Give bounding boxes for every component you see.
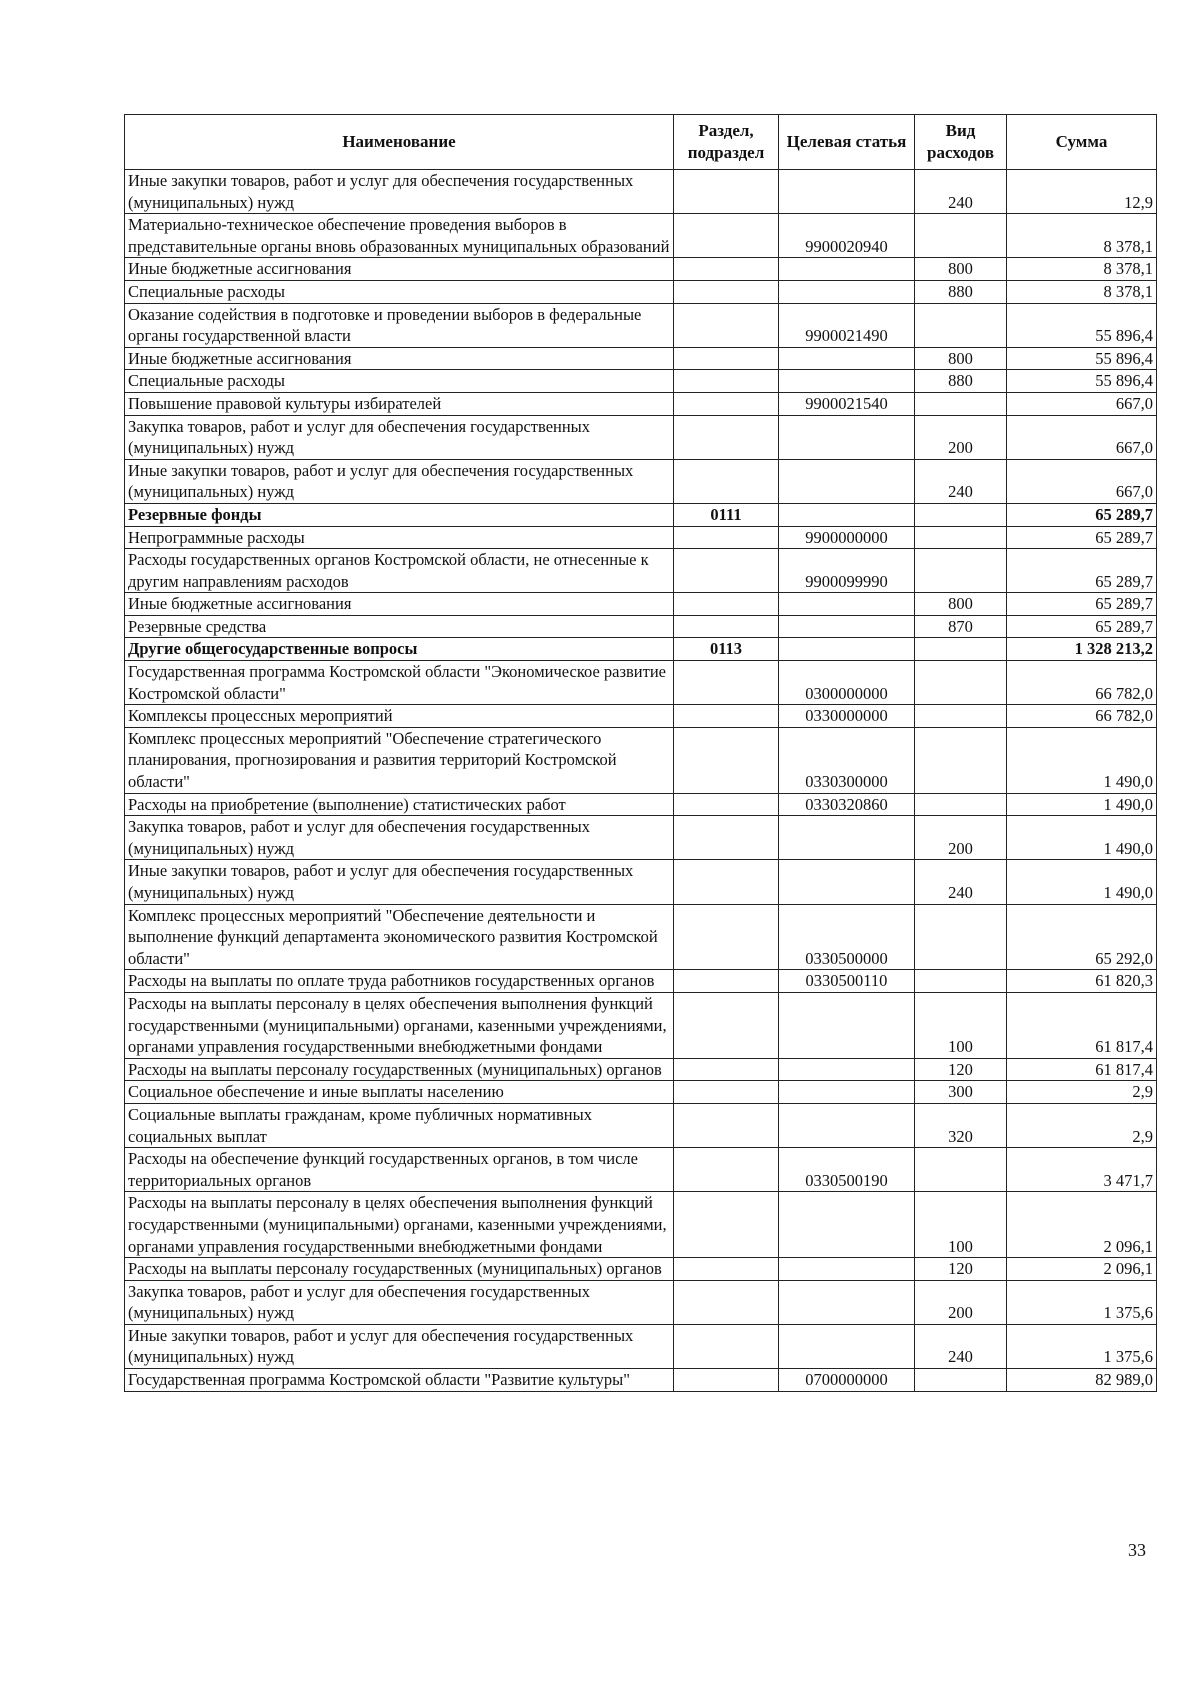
cell-name: Иные бюджетные ассигнования bbox=[125, 347, 674, 370]
cell-name: Социальные выплаты гражданам, кроме публичных нормативных социальных выплат bbox=[125, 1103, 674, 1147]
cell-name: Расходы на выплаты персоналу в целях обеспечения выполнения функций государственными (муниципальными) органами, казенными учреждениями, органами управления государственными внебюджетными фондами bbox=[125, 1192, 674, 1258]
cell-sum: 55 896,4 bbox=[1007, 370, 1157, 393]
table-row bbox=[125, 904, 1157, 970]
cell-name: Другие общегосударственные вопросы bbox=[125, 638, 674, 661]
table-header-row bbox=[125, 115, 1157, 170]
cell-sum: 1 490,0 bbox=[1007, 793, 1157, 816]
cell-target bbox=[779, 415, 915, 459]
table-row bbox=[125, 370, 1157, 393]
cell-target: 9900021540 bbox=[779, 392, 915, 415]
cell-kind bbox=[915, 392, 1007, 415]
cell-target bbox=[779, 1058, 915, 1081]
cell-section: 0113 bbox=[674, 638, 779, 661]
header-name: Наименование bbox=[125, 115, 674, 170]
table-row bbox=[125, 1280, 1157, 1324]
cell-name: Иные закупки товаров, работ и услуг для обеспечения государственных (муниципальных) нужд bbox=[125, 170, 674, 214]
cell-section bbox=[674, 1058, 779, 1081]
cell-kind: 120 bbox=[915, 1258, 1007, 1281]
cell-section bbox=[674, 280, 779, 303]
cell-target bbox=[779, 615, 915, 638]
cell-target: 9900021490 bbox=[779, 303, 915, 347]
cell-sum: 2 096,1 bbox=[1007, 1192, 1157, 1258]
header-kind: Вид расходов bbox=[915, 115, 1007, 170]
table-row bbox=[125, 727, 1157, 793]
cell-target bbox=[779, 347, 915, 370]
cell-target bbox=[779, 860, 915, 904]
table-row bbox=[125, 170, 1157, 214]
cell-kind: 200 bbox=[915, 816, 1007, 860]
cell-section bbox=[674, 593, 779, 616]
table-row bbox=[125, 1324, 1157, 1368]
cell-target bbox=[779, 593, 915, 616]
cell-section bbox=[674, 705, 779, 728]
cell-sum: 65 289,7 bbox=[1007, 503, 1157, 526]
cell-sum: 667,0 bbox=[1007, 459, 1157, 503]
cell-kind: 880 bbox=[915, 370, 1007, 393]
cell-kind: 240 bbox=[915, 170, 1007, 214]
cell-section bbox=[674, 860, 779, 904]
cell-kind bbox=[915, 793, 1007, 816]
table-row bbox=[125, 214, 1157, 258]
cell-name: Иные бюджетные ассигнования bbox=[125, 593, 674, 616]
table-row bbox=[125, 593, 1157, 616]
cell-kind: 100 bbox=[915, 1192, 1007, 1258]
cell-sum: 65 289,7 bbox=[1007, 615, 1157, 638]
cell-name: Резервные фонды bbox=[125, 503, 674, 526]
cell-name: Оказание содействия в подготовке и проведении выборов в федеральные органы государственной власти bbox=[125, 303, 674, 347]
cell-sum: 8 378,1 bbox=[1007, 214, 1157, 258]
cell-target bbox=[779, 370, 915, 393]
cell-sum: 1 490,0 bbox=[1007, 860, 1157, 904]
table-row bbox=[125, 526, 1157, 549]
cell-section bbox=[674, 415, 779, 459]
cell-name: Закупка товаров, работ и услуг для обеспечения государственных (муниципальных) нужд bbox=[125, 415, 674, 459]
cell-kind: 240 bbox=[915, 459, 1007, 503]
cell-name: Комплекс процессных мероприятий "Обеспечение стратегического планирования, прогнозирования и развития территорий Костромской области" bbox=[125, 727, 674, 793]
cell-name: Государственная программа Костромской области "Развитие культуры" bbox=[125, 1369, 674, 1392]
cell-section bbox=[674, 1324, 779, 1368]
cell-name: Закупка товаров, работ и услуг для обеспечения государственных (муниципальных) нужд bbox=[125, 816, 674, 860]
cell-kind bbox=[915, 705, 1007, 728]
cell-name: Комплекс процессных мероприятий "Обеспечение деятельности и выполнение функций департамента экономического развития Костромской области" bbox=[125, 904, 674, 970]
cell-kind bbox=[915, 526, 1007, 549]
cell-kind: 320 bbox=[915, 1103, 1007, 1147]
cell-target: 0300000000 bbox=[779, 661, 915, 705]
cell-section bbox=[674, 347, 779, 370]
cell-target: 0330000000 bbox=[779, 705, 915, 728]
cell-name: Расходы на выплаты персоналу государственных (муниципальных) органов bbox=[125, 1258, 674, 1281]
cell-kind bbox=[915, 303, 1007, 347]
table-row bbox=[125, 303, 1157, 347]
cell-kind bbox=[915, 638, 1007, 661]
cell-kind bbox=[915, 661, 1007, 705]
cell-section bbox=[674, 1369, 779, 1392]
cell-kind: 800 bbox=[915, 593, 1007, 616]
cell-kind: 300 bbox=[915, 1081, 1007, 1104]
cell-sum: 3 471,7 bbox=[1007, 1148, 1157, 1192]
cell-target bbox=[779, 1280, 915, 1324]
cell-kind: 240 bbox=[915, 860, 1007, 904]
header-target: Целевая статья bbox=[779, 115, 915, 170]
cell-section bbox=[674, 549, 779, 593]
cell-target: 9900099990 bbox=[779, 549, 915, 593]
cell-sum: 61 817,4 bbox=[1007, 992, 1157, 1058]
cell-target bbox=[779, 280, 915, 303]
cell-section bbox=[674, 816, 779, 860]
table-row bbox=[125, 392, 1157, 415]
table-row bbox=[125, 992, 1157, 1058]
cell-sum: 667,0 bbox=[1007, 415, 1157, 459]
cell-name: Резервные средства bbox=[125, 615, 674, 638]
cell-sum: 55 896,4 bbox=[1007, 347, 1157, 370]
cell-name: Расходы на выплаты персоналу государственных (муниципальных) органов bbox=[125, 1058, 674, 1081]
cell-kind bbox=[915, 214, 1007, 258]
cell-sum: 1 375,6 bbox=[1007, 1280, 1157, 1324]
cell-target bbox=[779, 1081, 915, 1104]
cell-sum: 1 490,0 bbox=[1007, 816, 1157, 860]
cell-name: Социальное обеспечение и иные выплаты населению bbox=[125, 1081, 674, 1104]
cell-sum: 61 817,4 bbox=[1007, 1058, 1157, 1081]
cell-sum: 1 375,6 bbox=[1007, 1324, 1157, 1368]
cell-name: Расходы на приобретение (выполнение) статистических работ bbox=[125, 793, 674, 816]
table-row bbox=[125, 1148, 1157, 1192]
cell-section bbox=[674, 1148, 779, 1192]
cell-sum: 2 096,1 bbox=[1007, 1258, 1157, 1281]
cell-kind: 240 bbox=[915, 1324, 1007, 1368]
cell-section bbox=[674, 1081, 779, 1104]
cell-name: Специальные расходы bbox=[125, 370, 674, 393]
cell-kind bbox=[915, 970, 1007, 993]
cell-section bbox=[674, 970, 779, 993]
cell-kind: 200 bbox=[915, 1280, 1007, 1324]
cell-sum: 61 820,3 bbox=[1007, 970, 1157, 993]
cell-sum: 1 328 213,2 bbox=[1007, 638, 1157, 661]
table-row bbox=[125, 970, 1157, 993]
cell-kind bbox=[915, 503, 1007, 526]
cell-section bbox=[674, 303, 779, 347]
cell-target bbox=[779, 816, 915, 860]
cell-section bbox=[674, 370, 779, 393]
table-row bbox=[125, 459, 1157, 503]
cell-name: Комплексы процессных мероприятий bbox=[125, 705, 674, 728]
cell-section bbox=[674, 1103, 779, 1147]
cell-target: 0330300000 bbox=[779, 727, 915, 793]
cell-section: 0111 bbox=[674, 503, 779, 526]
cell-section bbox=[674, 258, 779, 281]
table-row bbox=[125, 415, 1157, 459]
cell-section bbox=[674, 459, 779, 503]
cell-target bbox=[779, 503, 915, 526]
cell-target bbox=[779, 1258, 915, 1281]
cell-section bbox=[674, 170, 779, 214]
cell-kind bbox=[915, 904, 1007, 970]
cell-sum: 65 289,7 bbox=[1007, 593, 1157, 616]
cell-sum: 65 292,0 bbox=[1007, 904, 1157, 970]
page-number: 33 bbox=[1128, 1540, 1146, 1560]
cell-target bbox=[779, 459, 915, 503]
table-row bbox=[125, 1081, 1157, 1104]
table-row bbox=[125, 638, 1157, 661]
cell-sum: 65 289,7 bbox=[1007, 549, 1157, 593]
cell-sum: 55 896,4 bbox=[1007, 303, 1157, 347]
cell-sum: 1 490,0 bbox=[1007, 727, 1157, 793]
table-body bbox=[125, 170, 1157, 1392]
cell-target bbox=[779, 638, 915, 661]
cell-name: Расходы на выплаты персоналу в целях обеспечения выполнения функций государственными (муниципальными) органами, казенными учреждениями, органами управления государственными внебюджетными фондами bbox=[125, 992, 674, 1058]
cell-kind bbox=[915, 1148, 1007, 1192]
cell-name: Расходы на обеспечение функций государственных органов, в том числе территориальных органов bbox=[125, 1148, 674, 1192]
cell-kind bbox=[915, 727, 1007, 793]
table-row bbox=[125, 503, 1157, 526]
cell-target: 0330320860 bbox=[779, 793, 915, 816]
table-row bbox=[125, 615, 1157, 638]
table-row bbox=[125, 1058, 1157, 1081]
table-row bbox=[125, 549, 1157, 593]
table-row bbox=[125, 1103, 1157, 1147]
table-row bbox=[125, 860, 1157, 904]
cell-target bbox=[779, 1103, 915, 1147]
cell-section bbox=[674, 214, 779, 258]
cell-target bbox=[779, 992, 915, 1058]
cell-section bbox=[674, 526, 779, 549]
table-row bbox=[125, 705, 1157, 728]
cell-name: Расходы на выплаты по оплате труда работников государственных органов bbox=[125, 970, 674, 993]
cell-sum: 2,9 bbox=[1007, 1103, 1157, 1147]
cell-kind: 870 bbox=[915, 615, 1007, 638]
cell-section bbox=[674, 793, 779, 816]
cell-name: Расходы государственных органов Костромской области, не отнесенные к другим направлениям расходов bbox=[125, 549, 674, 593]
cell-section bbox=[674, 615, 779, 638]
cell-kind: 200 bbox=[915, 415, 1007, 459]
cell-section bbox=[674, 904, 779, 970]
cell-sum: 12,9 bbox=[1007, 170, 1157, 214]
cell-kind: 800 bbox=[915, 258, 1007, 281]
table-row bbox=[125, 793, 1157, 816]
cell-target: 0330500110 bbox=[779, 970, 915, 993]
cell-name: Материально-техническое обеспечение проведения выборов в представительные органы вновь образованных муниципальных образований bbox=[125, 214, 674, 258]
cell-target: 9900000000 bbox=[779, 526, 915, 549]
cell-target: 0330500000 bbox=[779, 904, 915, 970]
cell-name: Иные закупки товаров, работ и услуг для обеспечения государственных (муниципальных) нужд bbox=[125, 459, 674, 503]
cell-section bbox=[674, 392, 779, 415]
cell-sum: 8 378,1 bbox=[1007, 280, 1157, 303]
cell-section bbox=[674, 1192, 779, 1258]
cell-sum: 667,0 bbox=[1007, 392, 1157, 415]
cell-target: 0330500190 bbox=[779, 1148, 915, 1192]
cell-name: Повышение правовой культуры избирателей bbox=[125, 392, 674, 415]
table-row bbox=[125, 1192, 1157, 1258]
cell-name: Государственная программа Костромской области "Экономическое развитие Костромской области" bbox=[125, 661, 674, 705]
cell-name: Иные бюджетные ассигнования bbox=[125, 258, 674, 281]
cell-sum: 2,9 bbox=[1007, 1081, 1157, 1104]
header-section: Раздел, подраздел bbox=[674, 115, 779, 170]
table-row bbox=[125, 280, 1157, 303]
cell-section bbox=[674, 1258, 779, 1281]
header-sum: Сумма bbox=[1007, 115, 1157, 170]
cell-target bbox=[779, 258, 915, 281]
cell-sum: 65 289,7 bbox=[1007, 526, 1157, 549]
cell-name: Закупка товаров, работ и услуг для обеспечения государственных (муниципальных) нужд bbox=[125, 1280, 674, 1324]
table-row bbox=[125, 1369, 1157, 1392]
cell-sum: 66 782,0 bbox=[1007, 705, 1157, 728]
cell-kind bbox=[915, 549, 1007, 593]
cell-name: Непрограммные расходы bbox=[125, 526, 674, 549]
table-row bbox=[125, 347, 1157, 370]
table-row bbox=[125, 1258, 1157, 1281]
table-row bbox=[125, 816, 1157, 860]
cell-target: 0700000000 bbox=[779, 1369, 915, 1392]
cell-name: Иные закупки товаров, работ и услуг для обеспечения государственных (муниципальных) нужд bbox=[125, 1324, 674, 1368]
cell-target bbox=[779, 170, 915, 214]
cell-name: Специальные расходы bbox=[125, 280, 674, 303]
cell-sum: 66 782,0 bbox=[1007, 661, 1157, 705]
budget-table bbox=[124, 114, 1157, 1392]
cell-name: Иные закупки товаров, работ и услуг для обеспечения государственных (муниципальных) нужд bbox=[125, 860, 674, 904]
cell-kind: 800 bbox=[915, 347, 1007, 370]
cell-section bbox=[674, 1280, 779, 1324]
cell-kind: 880 bbox=[915, 280, 1007, 303]
cell-section bbox=[674, 727, 779, 793]
cell-section bbox=[674, 661, 779, 705]
cell-sum: 8 378,1 bbox=[1007, 258, 1157, 281]
table-row bbox=[125, 661, 1157, 705]
cell-target bbox=[779, 1324, 915, 1368]
cell-sum: 82 989,0 bbox=[1007, 1369, 1157, 1392]
cell-kind: 120 bbox=[915, 1058, 1007, 1081]
cell-target: 9900020940 bbox=[779, 214, 915, 258]
cell-section bbox=[674, 992, 779, 1058]
cell-target bbox=[779, 1192, 915, 1258]
table-row bbox=[125, 258, 1157, 281]
cell-kind bbox=[915, 1369, 1007, 1392]
cell-kind: 100 bbox=[915, 992, 1007, 1058]
